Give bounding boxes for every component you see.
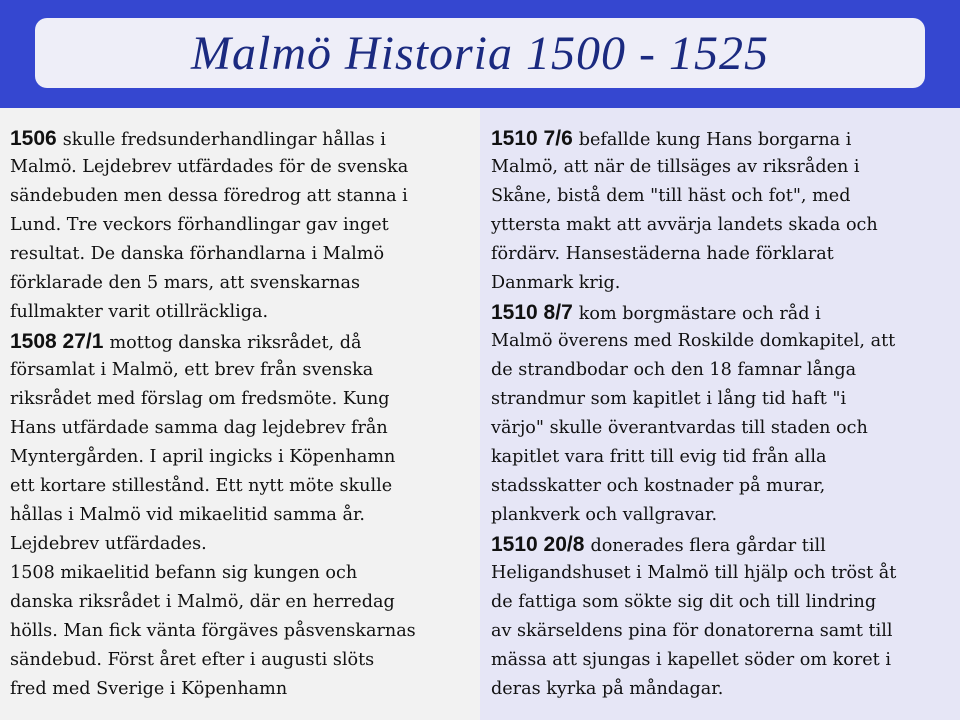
entry-text: mässa att sjungas i kapellet söder om koret i [491,650,891,670]
entry-text: Malmö överens med Roskilde domkapitel, att [491,331,896,351]
text-line [491,414,960,443]
entry-text: deras kyrka på måndagar. [491,679,724,699]
entry-text: Myntergården. I april ingicks i Köpenhamn [10,447,396,467]
entry-text: fred med Sverige i Köpenhamn [10,679,288,699]
entry-text: fullmakter varit otillräckliga. [10,302,269,322]
entry-text: stadsskatter och kostnader på murar, [491,476,826,496]
entry-text: resultat. De danska förhandlarna i Malmö [10,244,385,264]
text-line [491,269,960,298]
right-column [480,108,960,720]
entry-text: sändebuden men dessa föredrog att stanna i [10,186,408,206]
text-line [10,240,480,269]
entry-text: de fattiga som sökte sig dit och till lindring [491,592,877,612]
text-line [10,617,480,646]
entry-text: danska riksrådet i Malmö, där en herredag [10,592,395,612]
text-line [10,124,480,153]
history-entry [10,124,480,327]
entry-text: Lejdebrev utfärdades. [10,534,207,554]
text-line [491,240,960,269]
entry-text: mottog danska riksrådet, då [109,333,362,353]
text-line [10,588,480,617]
text-line [491,646,960,675]
page-title: Malmö Historia 1500 - 1525 [191,26,769,80]
entry-date: 1506 [10,127,57,150]
text-line [491,356,960,385]
entry-text: hölls. Man fick vänta förgäves påsvenskarnas [10,621,416,641]
text-line [10,298,480,327]
history-entry [10,327,480,704]
text-line [10,472,480,501]
text-line [10,356,480,385]
text-line [10,385,480,414]
entry-text: sändebud. Först året efter i augusti slöts [10,650,375,670]
text-line [10,675,480,704]
text-line [491,588,960,617]
entry-text: kapitlet vara fritt till evig tid från alla [491,447,827,467]
text-line [10,327,480,356]
entry-text: värjo" skulle överantvardas till staden och [491,418,868,438]
entry-text: Skåne, bistå dem "till häst och fot", med [491,186,851,206]
entry-text: skulle fredsunderhandlingar hållas i [62,130,386,150]
entry-date: 1510 8/7 [491,301,573,324]
left-column [0,108,480,720]
entry-text: fördärv. Hansestäderna hade förklarat [491,244,834,264]
entry-date: 1508 27/1 [10,330,104,353]
text-line [491,182,960,211]
text-line [491,559,960,588]
entry-text: yttersta makt att avvärja landets skada och [491,215,878,235]
text-line [10,646,480,675]
text-line [491,617,960,646]
header-bar [0,0,960,108]
entry-text: Hans utfärdade samma dag lejdebrev från [10,418,388,438]
entry-text: av skärseldens pina för donatorerna samt till [491,621,893,641]
text-line [491,153,960,182]
entry-date: 1510 7/6 [491,127,573,150]
text-line [10,530,480,559]
entry-text: donerades flera gårdar till [590,536,826,556]
text-line [491,443,960,472]
text-line [491,298,960,327]
history-entry [491,530,960,704]
entry-text: Danmark krig. [491,273,621,293]
text-line [491,211,960,240]
text-line [491,385,960,414]
title-box [35,18,925,88]
entry-text: befallde kung Hans borgarna i [578,130,852,150]
entry-text: hållas i Malmö vid mikaelitid samma år. [10,505,366,525]
text-line [491,501,960,530]
text-line [10,153,480,182]
entry-text: församlat i Malmö, ett brev från svenska [10,360,374,380]
entry-text: 1508 mikaelitid befann sig kungen och [10,563,358,583]
history-entry [491,124,960,298]
text-line [491,327,960,356]
entry-text: plankverk och vallgravar. [491,505,718,525]
text-line [10,211,480,240]
text-line [491,675,960,704]
entry-text: riksrådet med förslag om fredsmöte. Kung [10,389,390,409]
entry-date: 1510 20/8 [491,533,585,556]
history-entry [491,298,960,530]
text-line [10,414,480,443]
text-line [10,559,480,588]
entry-text: de strandbodar och den 18 famnar långa [491,360,857,380]
entry-text: ett kortare stillestånd. Ett nytt möte skulle [10,476,393,496]
text-line [491,472,960,501]
entry-text: kom borgmästare och råd i [578,304,821,324]
entry-text: Lund. Tre veckors förhandlingar gav inget [10,215,389,235]
entry-text: strandmur som kapitlet i lång tid haft "i [491,389,847,409]
text-line [10,501,480,530]
text-line [491,530,960,559]
text-line [10,443,480,472]
entry-text: Malmö. Lejdebrev utfärdades för de svenska [10,157,409,177]
entry-text: förklarade den 5 mars, att svenskarnas [10,273,361,293]
text-line [10,269,480,298]
text-line [491,124,960,153]
text-line [10,182,480,211]
entry-text: Malmö, att när de tillsäges av riksråden i [491,157,860,177]
entry-text: Heligandshuset i Malmö till hjälp och tröst åt [491,563,897,583]
